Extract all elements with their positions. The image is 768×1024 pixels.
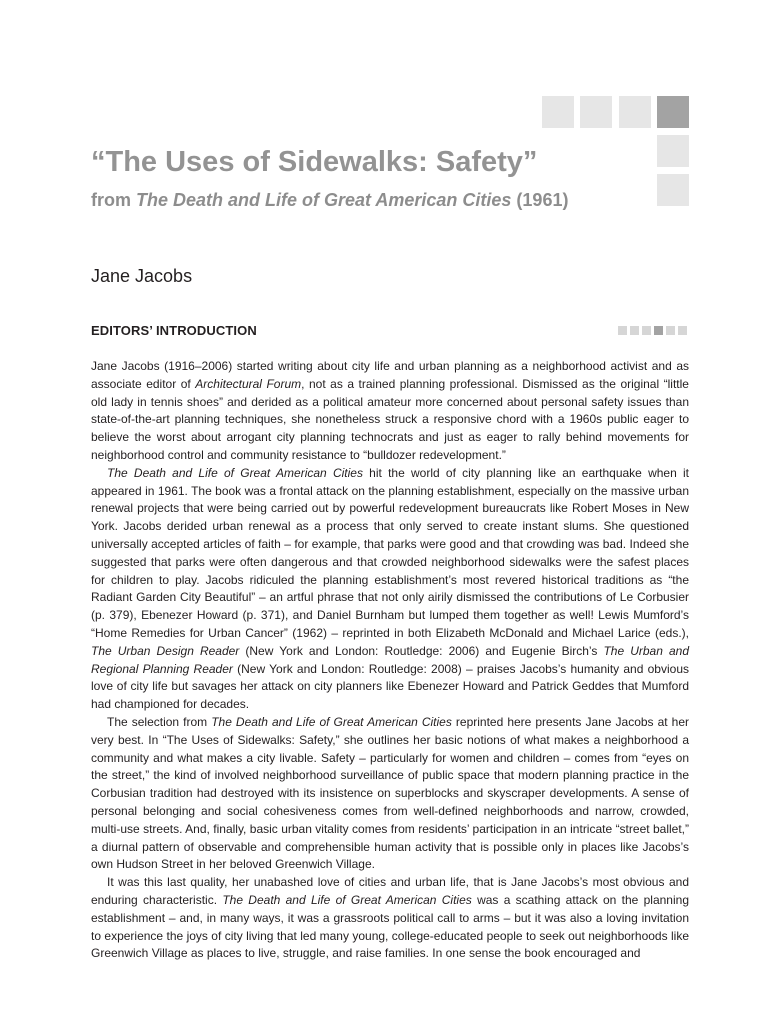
- subtitle-prefix: from: [91, 190, 136, 210]
- text-run: (New York and London: Routledge: 2008) – praises Jacobs’s humanity and obvious love of city life but savages her attack on city planners like Ebenezer Howard and Patrick Geddes that Mumford had championed for decades.: [91, 661, 689, 712]
- subtitle-book-title: The Death and Life of Great American Cities: [136, 190, 512, 210]
- italic-text-run: The Urban Design Reader: [91, 643, 240, 658]
- section-heading: EDITORS’ INTRODUCTION: [91, 323, 257, 338]
- text-run: It was this last quality, her unabashed love of cities and urban life, that is Jane Jacobs’s most obvious and enduring characteristic.: [91, 875, 689, 907]
- text-run: hit the world of city planning like an earthquake when it appeared in 1961. The book was a frontal attack on the planning establishment, especially on the massive urban renewal projects that were being carried out by powerful redevelopment bureaucrats like Robert Moses in New York. Jacobs derided urban renewal as a process that only served to create instant slums. She questioned universally accepted articles of faith – for example, that parks were good and that crowding was bad. Indeed she suggested that parks were often dangerous and that crowded neighborhood sidewalks were the safest places for children to play. Jacobs ridiculed the planning establishment’s most revered historical traditions as “the Radiant Garden City Beautiful” – an artful phrase that not only airily dismissed the contributions of Le Corbusier (p. 379), Ebenezer Howard (p. 371), and Daniel Burnham but lumped them together as well! Lewis Mumford’s “Home Remedies for Urban Cancer” (1962) – reprinted in both Elizabeth McDonald and Michael Larice (eds.),: [91, 465, 689, 640]
- ornament-square: [580, 96, 612, 128]
- subtitle-year: (1961): [511, 190, 569, 210]
- author-name: Jane Jacobs: [91, 266, 193, 286]
- text-run: reprinted here presents Jane Jacobs at her very best. In “The Uses of Sidewalks: Safety,” she outlines her basic notions of what makes a neighborhood a community and what makes a city livable. Safety – particularly for women and children – comes from “eyes on the street,” the kind of involved neighborhood surveillance of public space that modern planning practice in the Corbusian tradition had destroyed with its insistence on superblocks and skyscraper developments. A sense of personal belonging and social cohesiveness comes from well-defined neighborhoods and narrow, crowded, multi-use streets. And, finally, basic urban vitality comes from residents’ participation in an intricate “street ballet,” a diurnal pattern of observable and comprehensible human activity that is possible only in places like Jacobs’s own Hudson Street in her beloved Greenwich Village.: [91, 714, 689, 872]
- italic-text-run: Architectural Forum: [195, 376, 302, 391]
- paragraph: [91, 714, 689, 874]
- ornament-mini-square: [678, 326, 687, 335]
- text-run: was a scathing attack on the planning establishment – and, in many ways, it was a grassroots political call to arms – but it was also a loving invitation to experience the joys of city living that led many young, college-educated people to seek out neighborhoods like Greenwich Village as places to live, struggle, and raise families. In one sense the book encouraged and: [91, 892, 689, 961]
- italic-text-run: The Death and Life of Great American Cities: [107, 465, 363, 480]
- chapter-subtitle: [91, 189, 611, 212]
- paragraph: [91, 465, 689, 714]
- ornament-mini-square: [618, 326, 627, 335]
- text-run: , not as a trained planning professional. Dismissed as the original “little old lady in tennis shoes” and derided as a political amateur more concerned about personal safety issues than state-of-the-art planning techniques, she nonetheless struck a responsive chord with a 1960s public eager to believe the worst about arrogant city planning technocrats and just as eager to rally behind movements for neighborhood control and community resistance to “bulldozer redevelopment.”: [91, 376, 689, 462]
- text-run: (New York and London: Routledge: 2006) and Eugenie Birch’s: [239, 643, 604, 658]
- ornament-square: [657, 174, 689, 206]
- ornament-square: [657, 135, 689, 167]
- ornament-mini-square: [642, 326, 651, 335]
- chapter-title: “The Uses of Sidewalks: Safety”: [91, 146, 538, 178]
- italic-text-run: The Death and Life of Great American Cities: [211, 714, 452, 729]
- ornament-mini-square: [654, 326, 663, 335]
- italic-text-run: The Urban and Regional Planning Reader: [91, 643, 689, 676]
- ornament-mini-square: [666, 326, 675, 335]
- text-run: The selection from: [107, 714, 212, 729]
- ornament-square: [619, 96, 651, 128]
- italic-text-run: The Death and Life of Great American Cities: [222, 892, 472, 907]
- ornament-mini-square: [630, 326, 639, 335]
- paragraph: [91, 874, 689, 963]
- body-text: [91, 358, 689, 963]
- ornament-square: [542, 96, 574, 128]
- paragraph: [91, 358, 689, 465]
- ornament-square: [657, 96, 689, 128]
- text-run: Jane Jacobs (1916–2006) started writing about city life and urban planning as a neighborhood activist and as associate editor of: [91, 359, 689, 391]
